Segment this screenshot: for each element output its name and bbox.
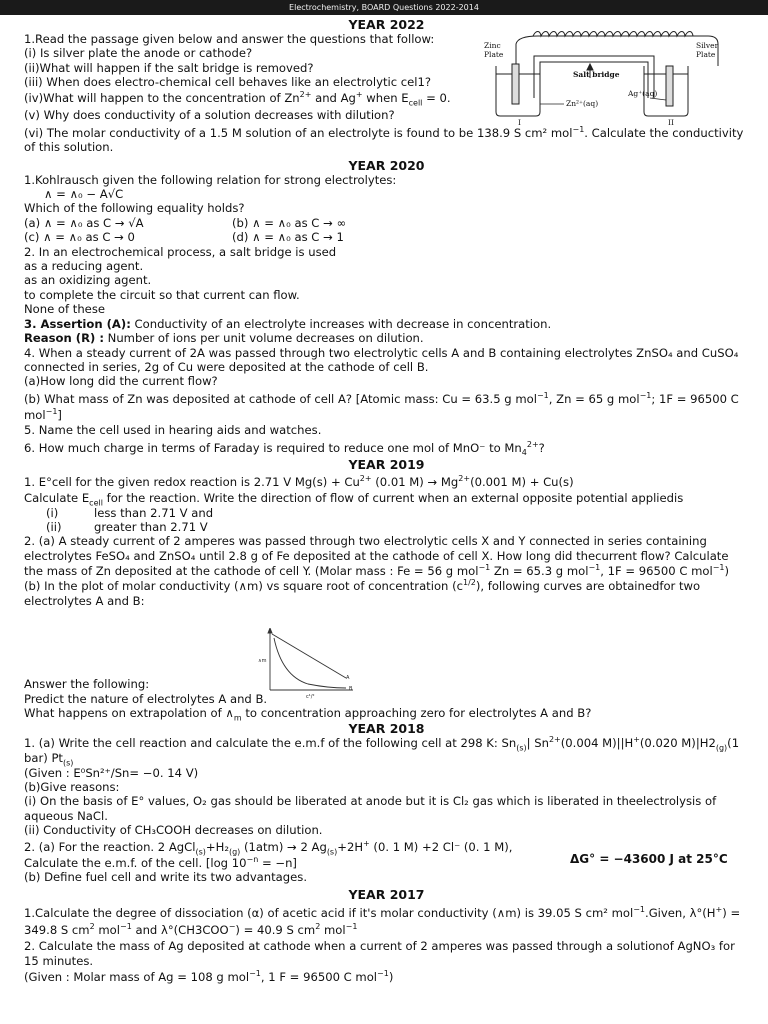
q2020-6: 6. How much charge in terms of Faraday is required to reduce one mol of MnO⁻ to $Mn_4^{2+}$? [24, 440, 545, 458]
q2022-iv: (iv)What will happen to the concentration of $Zn^{2+}$ and Ag+ when $E_{cell} = 0$. [24, 89, 451, 107]
q2020-2-option-c: to complete the circuit so that current can flow. [24, 287, 300, 302]
q2022-i: (i) Is silver plate the anode or cathode? [24, 46, 253, 61]
q2017-given: (Given : Molar mass of Ag = 108 g mol$^{-1}$, 1 F = 96500 C mol$^{-1}$) [24, 969, 394, 985]
zn-ion-label: Zn²⁺(aq) [566, 99, 599, 108]
options-ab [24, 216, 749, 230]
q2019-1-calc: Calculate $E_{cell}$ for the reaction. Write the direction of flow of current when an external opposite potential appliedis [24, 491, 684, 508]
q2020-4: 4. When a steady current of 2A was passed through two electrolytic cells A and B containing electrolytes ZnSO₄ and CuSO₄ connected in series, 2g of Cu were deposited at the cathode of cell B. [24, 345, 739, 374]
q2018-1b-ii: (ii) Conductivity of CH₃COOH decreases on dilution. [24, 823, 323, 838]
q2020-2: 2. In an electrochemical process, a salt bridge is used [24, 244, 337, 259]
curve-B [274, 638, 346, 688]
option-c: (c) ∧ = ∧₀ as C → 0 [24, 230, 135, 245]
assertion: 3. Assertion (A): Conductivity of an electrolyte increases with decrease in concentration. [24, 316, 552, 331]
section-title-2020: YEAR 2020 [348, 157, 425, 173]
q2020-1: 1.Kohlrausch given the following relation for strong electrolytes: [24, 172, 397, 187]
cell-I-label: I [518, 118, 521, 126]
q2019-1: 1. E°cell for the given redox reaction is 2.71 V $Mg(s) + Cu^{2+}$ (0.01 $M) \to Mg^{2+}(0.001$ M) + Cu(s) [24, 474, 574, 490]
q2022-v: (v) Why does conductivity of a solution decreases with dilution? [24, 107, 395, 122]
q2019-answer: Answer the following: [24, 677, 150, 692]
reason: Reason (R) : Number of ions per unit volume decreases on dilution. [24, 331, 424, 346]
q2017-1: 1.Calculate the degree of dissociation (α) of acetic acid if it's molar conductivity (∧m) is 39.05 S cm² mol$^{-1}$.Given, λ°(H+) = 349.8 S $cm^2$ mol$^{-1}$ and λ°(CH3COO−) = 40.9 S $cm^2$ mol$^{-1}$ [24, 905, 741, 938]
q2020-2-option-b: as an oxidizing agent. [24, 273, 152, 288]
y-axis-label: ∧m [258, 658, 267, 664]
zinc-label-2: Plate [484, 50, 504, 59]
q2018-1b: (b)Give reasons: [24, 779, 120, 794]
q2018-1a: 1. (a) Write the cell reaction and calculate the e.m.f of the following cell at 298 K: $Sn_{(s)}|$ $Sn^{2+}(0.004$ M)||H+(0.020 $M)|H2_{(g)}(1$ bar) $Pt_{(s)}$ [24, 734, 740, 767]
q2020-5: 5. Name the cell used in hearing aids and watches. [24, 422, 322, 437]
q2020-1-prompt: Which of the following equality holds? [24, 201, 245, 216]
section-title-2017: YEAR 2017 [348, 887, 425, 903]
q2019-1-ii: (ii) greater than 2.71 V [46, 519, 208, 534]
salt-bridge-label: Salt bridge [573, 70, 620, 79]
q2020-2-option-a: as a reducing agent. [24, 259, 144, 274]
section-title-2018: YEAR 2018 [348, 720, 425, 736]
q2019-2b: (b) In the plot of molar conductivity (∧m) vs square root of concentration $(c^{1/2})$, following curves are obtainedfor two electrolytes A and B: [24, 578, 701, 609]
q2018-2b: (b) Define fuel cell and write its two advantages. [24, 870, 307, 884]
option-d: (d) ∧ = ∧₀ as C → 1 [232, 230, 344, 245]
options-cd [24, 230, 749, 244]
section-title-2022: YEAR 2022 [348, 17, 425, 32]
q2018-1b-i: (i) On the basis of E° values, O₂ gas should be liberated at anode but it is Cl₂ gas which is liberated in theelectrolysis of aqueous NaCl. [24, 794, 717, 823]
option-b: (b) ∧ = ∧₀ as C → ∞ [232, 215, 347, 230]
curve-A [272, 634, 346, 678]
q2018-2a: 2. (a) For the reaction. 2 $AgCl_{(s)}+H_2_{(g)}$ (1atm) → 2 $Ag_{(s)}+2H^+$ (0. 1 M) +2 Cl⁻ (0. 1 M), [24, 838, 513, 856]
q2017-2: 2. Calculate the mass of Ag deposited at cathode when a current of 2 amperes was passed through a solutionof AgNO₃ for 15 minutes. [24, 939, 735, 968]
x-axis-label: c¹/² [306, 694, 315, 700]
cell-II-label: II [668, 118, 674, 126]
option-a: (a) ∧ = ∧₀ as C → √A [24, 215, 144, 230]
section-title-2019: YEAR 2019 [348, 457, 425, 473]
silver-label-1: Silver [696, 41, 719, 50]
galvanic-cell-diagram [478, 26, 753, 126]
header-bar [0, 0, 768, 15]
silver-label-2: Plate [696, 50, 716, 59]
q2022-1: 1.Read the passage given below and answer the questions that follow: [24, 32, 435, 46]
q2020-2-option-d: None of these [24, 302, 105, 317]
kohlrausch-equation: ∧ = ∧₀ − A√C [44, 187, 124, 202]
q2019-2a: 2. (a) A steady current of 2 amperes was passed through two electrolytic cells X and Y connected in series containing electrolytes FeSO₄ and ZnSO₄ until 2.8 g of Fe deposited at the cathode of cell X. How long did thecurrent flow? Calculate the mass of Zn deposited at the cathode of cell Y. (Molar mass : Fe = 56 g mol$^{-1}$ Zn = 65.3 g mol$^{-1}$, 1F = 96500 C mol$^{-1}$) [24, 534, 730, 579]
delta-g-value: ΔG° = −43600 J at 25°C [570, 852, 728, 866]
zinc-label-1: Zinc [484, 41, 501, 50]
q2022-iii: (iii) When does electro-chemical cell behaves like an electrolytic cel1? [24, 75, 432, 90]
q2019-extrapolation: What happens on extrapolation of $\wedge_m$ to concentration approaching zero for electrolytes A and B? [24, 706, 592, 723]
q2018-2a-calc: Calculate the e.m.f. of the cell. [log $10^{-n} = -n$] [24, 854, 297, 870]
resistor-coil-icon [533, 32, 693, 37]
q2022-ii: (ii)What will happen if the salt bridge is removed? [24, 60, 314, 75]
curve-label-B: B [349, 686, 353, 692]
q2019-predict: Predict the nature of electrolytes A and B. [24, 691, 268, 706]
q2019-1-i: (i) less than 2.71 V and [46, 505, 214, 520]
header-title: Electrochemistry, BOARD Questions 2022-2014 [289, 3, 479, 12]
document-body [24, 17, 749, 986]
q2020-4b: (b) What mass of Zn was deposited at cathode of cell A? [Atomic mass: Cu = 63.5 g mol$^{-1}$, Zn = 65 g mol$^{-1}$; 1F = 96500 C mol$^{-1}$] [24, 390, 739, 422]
q2018-given: (Given : E⁰Sn²⁺/Sn= −0. 14 V) [24, 765, 199, 780]
q2020-4a: (a)How long did the current flow? [24, 374, 218, 389]
molar-conductivity-plot [258, 628, 408, 700]
curve-label-A: A [346, 675, 350, 681]
q2022-vi: (vi) The molar conductivity of a 1.5 M solution of an electrolyte is found to be 138.9 S cm² mol$^{-1}$. Calculate the conductivity of this solution. [24, 124, 744, 154]
ag-ion-label: Ag⁺(aq) [628, 89, 658, 98]
